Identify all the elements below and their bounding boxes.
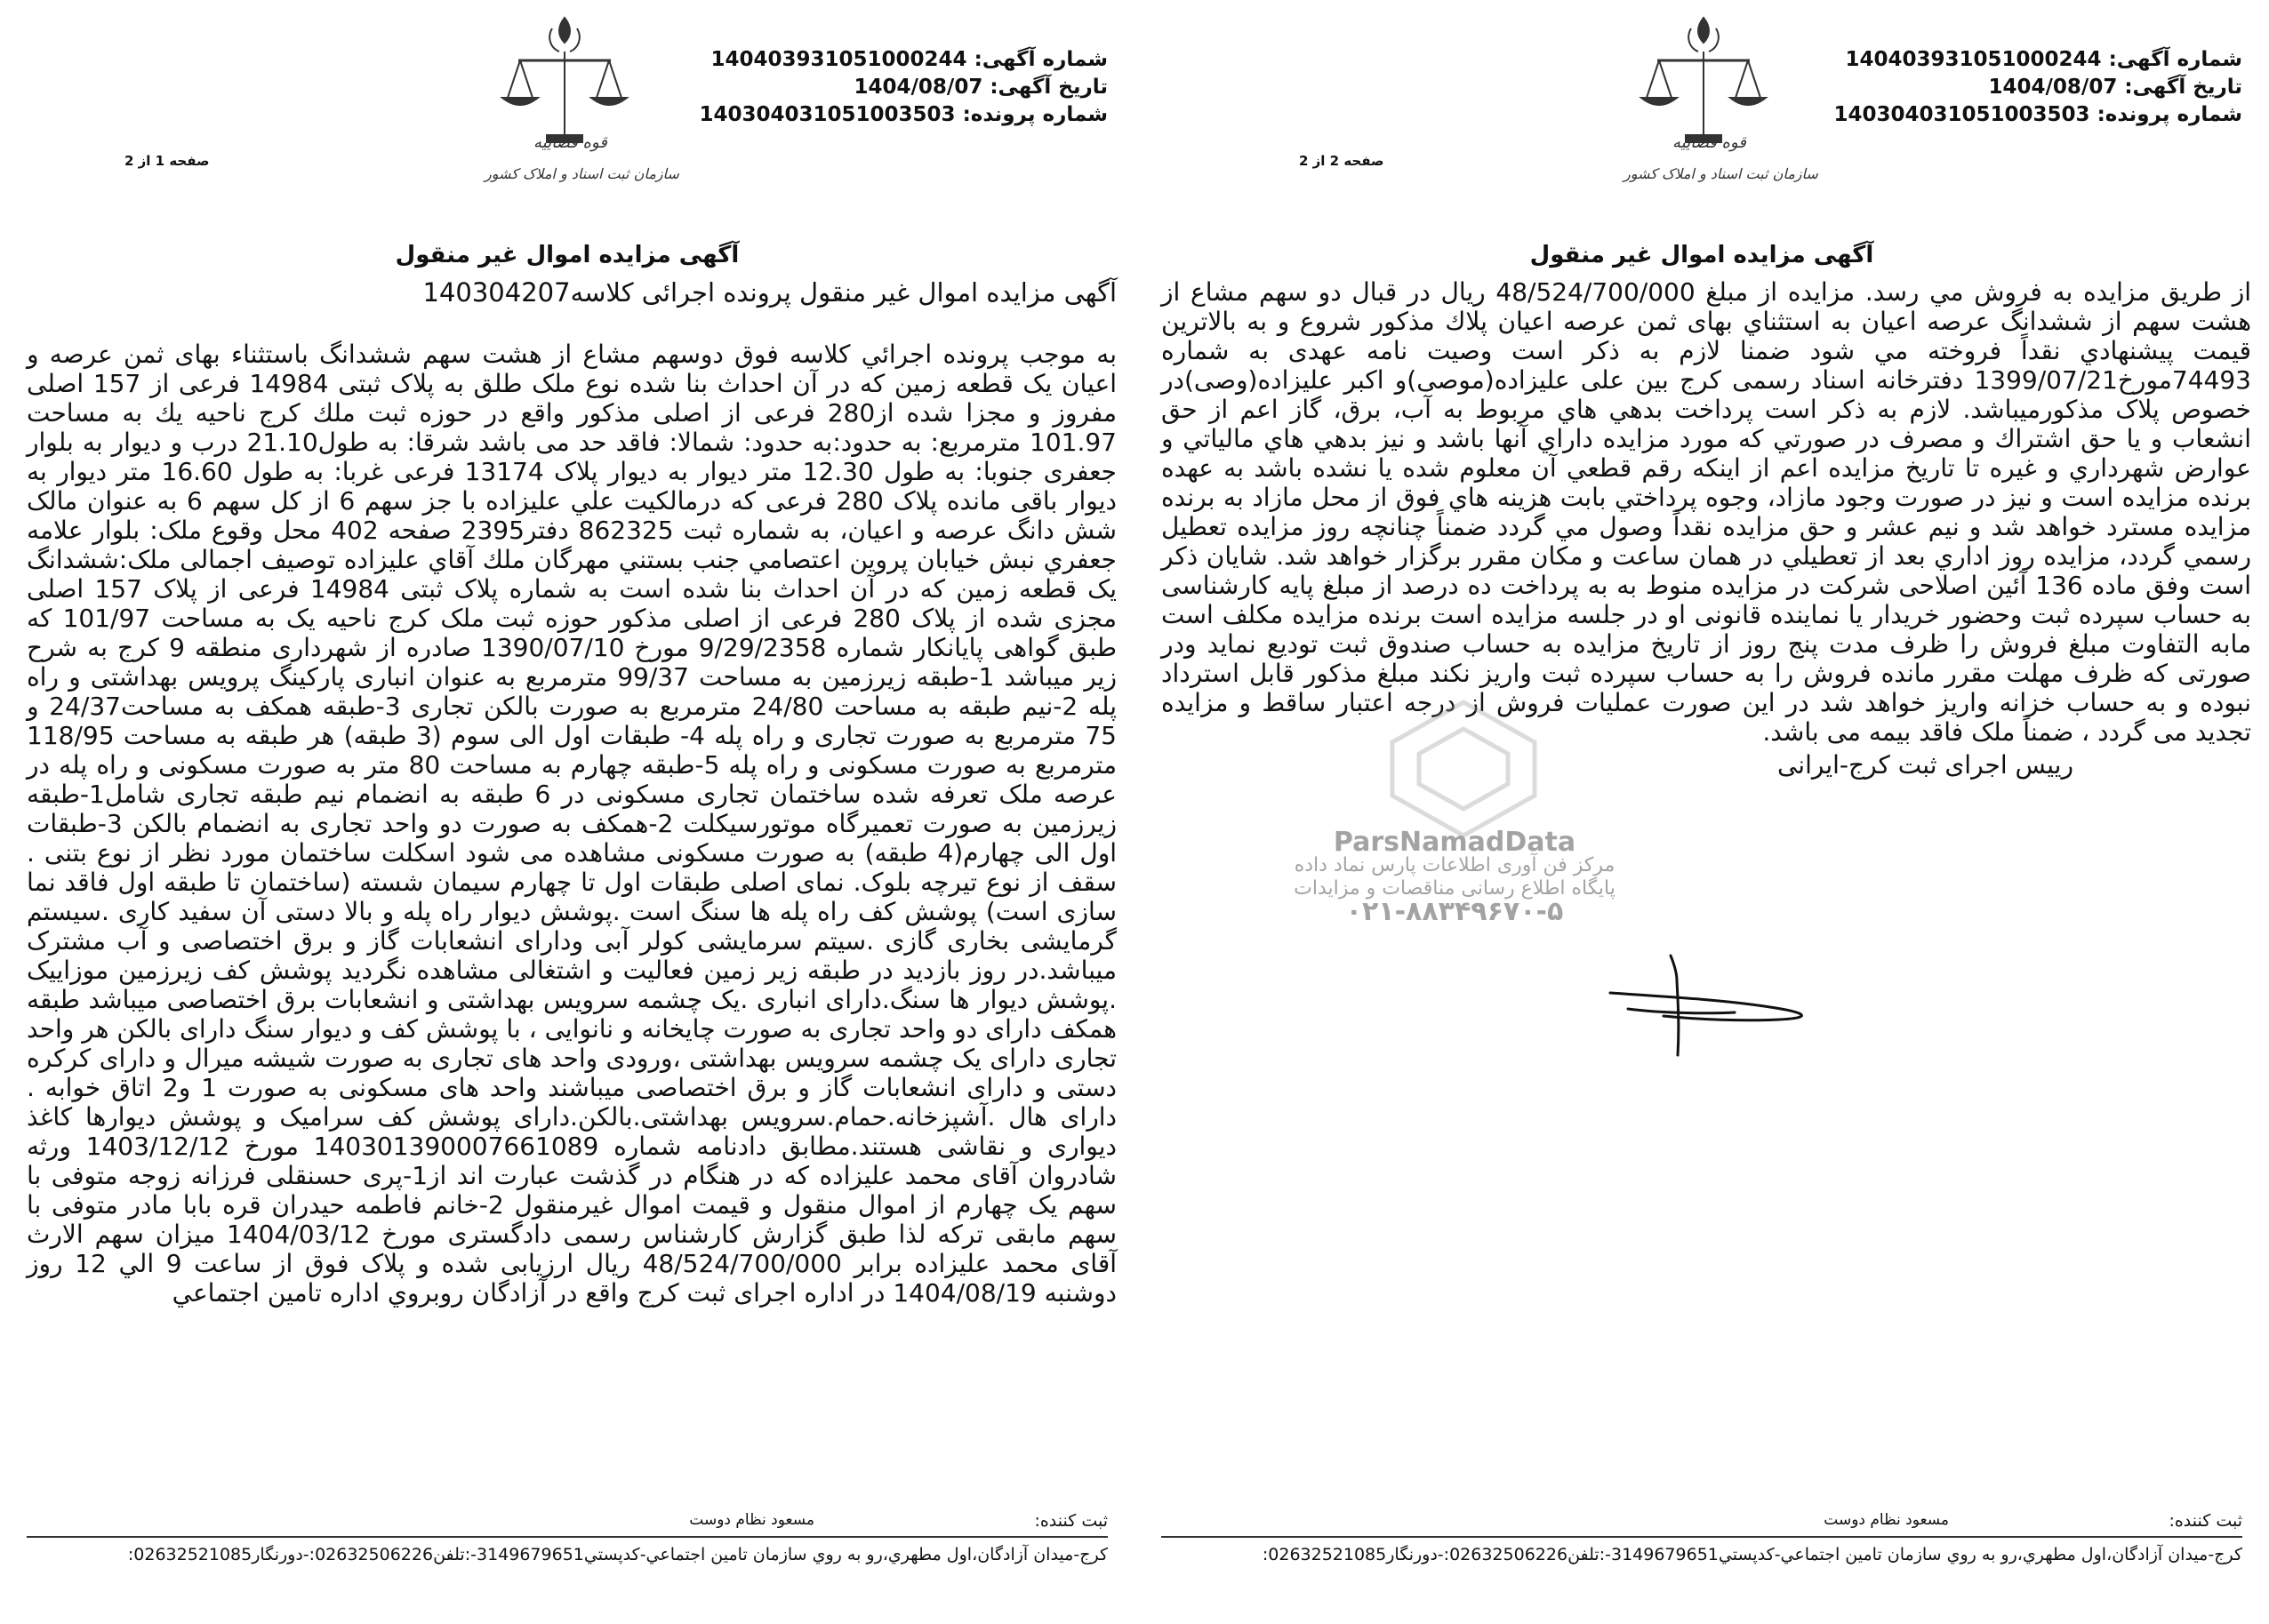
page-number: صفحه 1 از 2: [124, 153, 210, 169]
ad-number-2: 140403931051000244: [1845, 48, 2102, 71]
registrar-name-2: مسعود نظام دوست: [1824, 1511, 1949, 1529]
ad-number-row-2: [1744, 46, 2242, 74]
emblem-org-name-2: قوه قضاییه: [1672, 133, 1746, 152]
footer-address: كرج-ميدان آزادگان،اول مطهري،رو به روي سازمان تامين اجتماعي-كدپستي3149679651-:تلفن02632506226:-دورنگار02632521085:: [127, 1545, 1108, 1564]
ad-number-row: [610, 46, 1108, 74]
case-number-label: شماره پرونده:: [962, 103, 1108, 126]
ad-date-label-2: تاریخ آگهی:: [2124, 76, 2242, 99]
emblem-org-subname: سازمان ثبت اسناد و املاک کشور: [485, 165, 679, 182]
notice-title-2: آگهی مزایده اموال غیر منقول: [1529, 242, 1874, 268]
footer-divider-2: [1161, 1536, 2242, 1538]
footer-divider: [27, 1536, 1108, 1538]
watermark-text: [1286, 827, 1624, 927]
watermark-line1: مرکز فن آوری اطلاعات پارس نماد داده: [1294, 854, 1616, 876]
page-1: [0, 0, 1134, 1624]
footer-address-2: كرج-ميدان آزادگان،اول مطهري،رو به روي سازمان تامين اجتماعي-كدپستي3149679651-:تلفن02632506226:-دورنگار02632521085:: [1262, 1545, 2242, 1564]
signatory-title: رييس اجرای ثبت کرج-ايرانی: [1776, 750, 2073, 780]
ad-date: 1404/08/07: [854, 76, 983, 99]
watermark-line2: پایگاه اطلاع رسانی مناقصات و مزایدات: [1294, 877, 1616, 900]
watermark-brand: ParsNamadData: [1333, 827, 1576, 858]
ad-date-row-2: [1744, 74, 2242, 101]
registrar-line: [27, 1511, 1108, 1534]
registrar-label: ثبت کننده:: [1034, 1511, 1108, 1531]
case-number-row: [610, 101, 1108, 129]
ad-number: 140403931051000244: [710, 48, 967, 71]
ad-date-2: 1404/08/07: [1988, 76, 2118, 99]
notice-body: به موجب پرونده اجرائي كلاسه فوق دوسهم مشاع از هشت سهم ششدانگ باستثناء بهای ثمن عرصه و اعيان يک قطعه زمين که در آن احداث بنا شده نوع ملک طلق به پلاک ثبتی 14984 فرعی از 157 اصلی مفروز و مجزا شده از280 فرعی از اصلی مذكور واقع در حوزه ثبت ملك كرج ناحيه يك به مساحت 101.97 مترمربع: به حدود:به حدود: شمالا: فاقد حد می باشد شرقا: به طول21.10 درب و ديوار به بلوار جعفری جنوبا: به طول 12.30 متر ديوار به ديوار پلاک 13174 فرعی غربا: به طول 16.60 متر ديوار به ديوار باقی مانده پلاک 280 فرعی که درمالكيت علي عليزاده با جز سهم 6 از كل سهم 6 به عنوان مالک شش دانگ عرصه و اعيان، به شماره ثبت 862325 دفتر2395 صفحه 402 محل وقوع ملک: بلوار علامه جعفري نبش خيابان پروين اعتصامي جنب بستني مهرگان ملك آقاي عليزاده توصيف اجمالی ملک:ششدانگ يک قطعه زمين که در آن احداث بنا شده است به شماره پلاک ثبتی 14984 فرعی از پلاک 157 اصلی مجزی شده از پلاک 280 فرعی از اصلی مذکور حوزه ثبت ملک کرج ناحيه يک به مساحت 101/97 که طبق گواهی پايانکار شماره 9/29/2358 مورخ 1390/07/10 صادره از شهرداری منطقه 9 کرج به شرح زير ميباشد 1-طبقه زيرزمين به مساحت 99/37 مترمربع به عنوان انباری پارکينگ پرويس بهداشتی و راه پله 2-نيم طبقه به مساحت 24/80 مترمربع به صورت بالکن تجاری 3-طبقه همکف به مساحت24/37 و 75 مترمربع به صورت تجاری و راه پله 4- طبقات اول الی سوم (3 طبقه) هر طبقه به مساحت 118/95 مترمربع به صورت مسکونی و راه پله 5-طبقه چهارم به مساحت 80 متر به صورت مسکونی و راه پله در عرصه ملک تعرفه شده ساختمان تجاری مسکونی در 6 طبقه به انضمام نيم طبقه تجاری شامل1-طبقه زيرزمين به صورت تعميرگاه موتورسيکلت 2-همکف به صورت دو واحد تجاری به انضمام بالکن 3-طبقات اول الی چهارم(4 طبقه) به صورت مسکونی مشاهده می شود اسکلت ساختمان مورد نظر از نوع بتنی . سقف از نوع تيرچه بلوک. نمای اصلی طبقات اول تا چهارم سيمان شسته (ساختمان تا طبقه اول فاقد نما سازی است) پوشش کف راه پله ها سنگ است .پوشش ديوار راه پله و بالا دستی آن سفيد کاری .سيستم گرمايشی بخاری گازی .سيتم سرمايشی کولر آبی ودارای انشعابات گاز و برق اختصاصی و آب مشترک ميباشد.در روز بازديد در طبقه زير زمين فعاليت و اشتغالی مشاهده نگرديد پوشش کف زيرزمين موزاييک .پوشش ديوار ها سنگ.دارای انباری .يک چشمه سرويس بهداشتی و انشعابات برق اختصاصی ميباشد طبقه همکف دارای دو واحد تجاری به صورت چايخانه و نانوايی ، با پوشش کف و ديوار سنگ دارای بالکن هر واحد تجاری دارای يک چشمه سرويس بهداشتی ،ورودی واحد های تجاری به صورت شيشه ميرال و دارای کرکره دستی و دارای انشعابات گاز و برق اختصاصی ميباشند واحد های مسکونی به صورت 1 و2 اتاق خوابه . دارای هال .آشپزخانه.حمام.سرويس بهداشتی.بالکن.دارای پوشش کف سراميک و پوشش ديوارها کاغذ ديواری و نقاشی هستند.مطابق دادنامه شماره 140301390007661089 مورخ 1403/12/12 ورثه شادروان آقای محمد عليزاده که در هنگام در گذشت عبارت اند از1-پری حسنقلی فرزانه زوجه متوفی با سهم يک چهارم از اموال منقول و قيمت اموال غيرمنقول 2-خانم فاطمه حيدران قره بابا مادر متوفی با سهم مابقی ترکه لذا طبق گزارش کارشناس رسمی دادگستری مورخ 1404/03/12 ميزان سهم الارث آقای محمد عليزاده برابر 48/524/700/000 ريال ارزيابی شده و پلاک فوق از ساعت 9 الي 12 روز دوشنبه 1404/08/19 در اداره اجرای ثبت کرج واقع در آزادگان روبروي اداره تامين اجتماعي: [27, 340, 1118, 1308]
ad-number-label: شماره آگهی:: [974, 48, 1108, 71]
notice-title: آگهی مزایده اموال غیر منقول: [395, 242, 740, 268]
ad-number-label-2: شماره آگهی:: [2108, 48, 2242, 71]
case-number: 140304031051003503: [699, 103, 956, 126]
watermark-logo-icon: [1361, 693, 1566, 844]
ad-meta: [610, 46, 1108, 129]
signature-icon: [1592, 938, 1886, 1062]
page-number-2: صفحه 2 از 2: [1299, 153, 1384, 169]
case-number-2: 140304031051003503: [1833, 103, 2090, 126]
registrar-line-2: [1161, 1511, 2242, 1534]
ad-date-label: تاریخ آگهی:: [990, 76, 1108, 99]
notice-subtitle: آگهی مزایده اموال غیر منقول پرونده اجرائی کلاسه140304207: [422, 277, 1117, 308]
ad-date-row: [610, 74, 1108, 101]
ad-meta-2: [1744, 46, 2242, 129]
registrar-label-2: ثبت کننده:: [2169, 1511, 2242, 1531]
watermark-phone: ۰۲۱-۸۸۳۴۹۶۷۰-۵: [1345, 896, 1564, 927]
emblem-org-subname-2: سازمان ثبت اسناد و املاک کشور: [1624, 165, 1818, 182]
case-number-row-2: [1744, 101, 2242, 129]
case-number-label-2: شماره پرونده:: [2097, 103, 2242, 126]
notice-body-2-text: از طريق مزايده به فروش مي رسد. مزايده از مبلغ 48/524/700/000 ريال در قبال دو سهم مشاع از هشت سهم از ششدانگ عرصه اعيان به استثناي بهای ثمن عرصه اعيان پلاك مذكور شروع و به بالاترين قيمت پيشنهادي نقداً فروخته مي شود ضمنا لازم به ذكر است وصيت نامه عهدی به شماره 74493مورخ1399/07/21 دفترخانه اسناد رسمی کرج بين علی عليزاده(موصی)و اکبر عليزاده(وصی)در خصوص پلاک مذکورمیباشد. لازم به ذكر است پرداخت بدهي هاي مربوط به آب، برق، گاز اعم از حق انشعاب و يا حق اشتراك و مصرف در صورتي كه مورد مزايده داراي آنها باشد و نيز بدهي هاي مالياتي و عوارض شهرداري و غيره تا تاريخ مزايده اعم از اينكه رقم قطعي آن معلوم شده يا نشده باشد به عهده برنده مزايده است و نيز در صورت وجود مازاد، وجوه پرداختي بابت هزينه هاي فوق از محل مازاد به برنده مزايده مسترد خواهد شد و نيم عشر و حق مزايده نقداً وصول مي گردد ضمناً چنانچه روز مزايده تعطيل رسمي گردد، مزايده روز اداري بعد از تعطيلي در همان ساعت و مكان مقرر برگزار خواهد شد. شايان ذكر است وفق ماده 136 آئين اصلاحی شرکت در مزايده منوط به به پرداخت ده درصد از مبلغ پايه کارشناسی به حساب سپرده ثبت وحضور خريدار يا نماينده قانونی او در جلسه مزايده است برنده مزايده مکلف است مابه التفاوت مبلغ فروش را ظرف مدت پنج روز از تاريخ مزايده به حساب صندوق ثبت توديع نمايد ودر صورتی که ظرف مهلت مقرر مانده فروش را به حساب سپرده ثبت واريز نکند مبلغ مذکور قابل استرداد نبوده و به حساب خزانه واريز خواهد شد در اين صورت عمليات فروش از درجه اعتبار ساقط و مزايده تجديد می گردد ، ضمناً ملک فاقد بيمه می باشد.: [1161, 277, 2251, 747]
page-2: [1134, 0, 2269, 1624]
emblem-org-name: قوه قضاییه: [533, 133, 607, 152]
notice-body-2: [1161, 277, 2251, 780]
registrar-name: مسعود نظام دوست: [689, 1511, 814, 1529]
